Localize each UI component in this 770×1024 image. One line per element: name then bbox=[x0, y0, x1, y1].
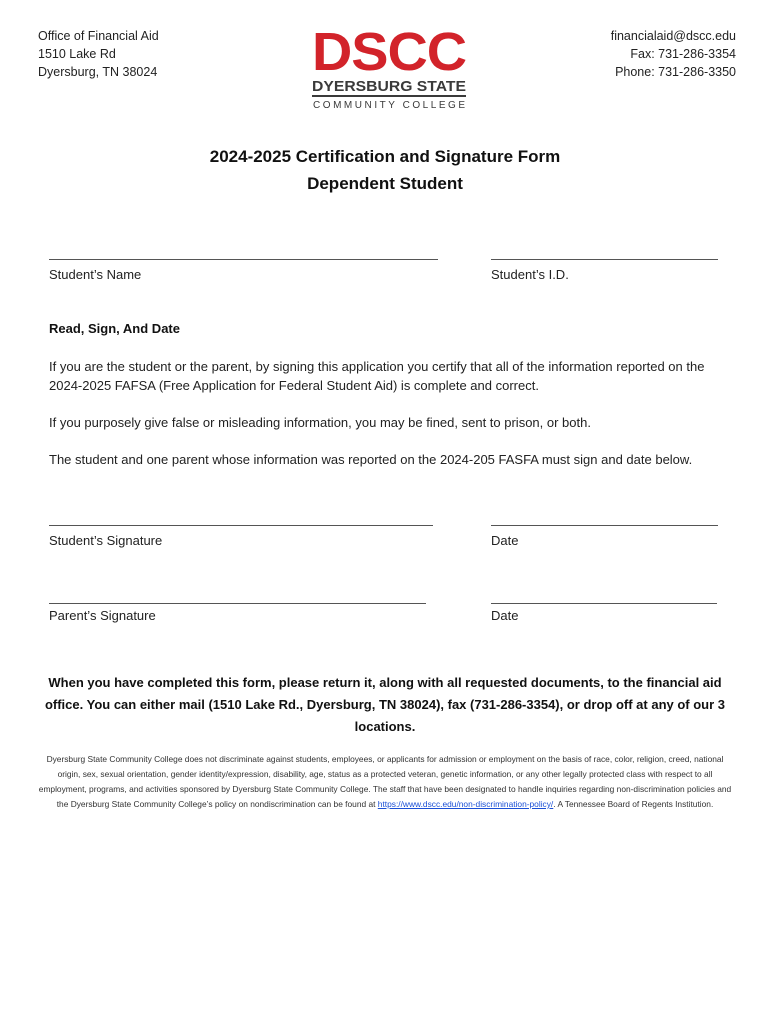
read-sign-heading: Read, Sign, And Date bbox=[49, 321, 180, 336]
office-street: 1510 Lake Rd bbox=[38, 47, 116, 61]
nondiscrimination-policy-link[interactable]: https://www.dscc.edu/non-discrimination-policy/ bbox=[377, 799, 554, 809]
form-title bbox=[0, 143, 770, 197]
student-id-label: Student’s I.D. bbox=[491, 267, 569, 282]
form-title-line2: Dependent Student bbox=[307, 174, 463, 193]
regents-statement: . A Tennessee Board of Regents Institution. bbox=[553, 799, 714, 809]
dscc-logo bbox=[308, 24, 470, 114]
office-name: Office of Financial Aid bbox=[38, 29, 159, 43]
logo-rule bbox=[312, 95, 466, 97]
student-signature-label: Student’s Signature bbox=[49, 533, 163, 548]
logo-line2: COMMUNITY COLLEGE bbox=[313, 100, 465, 111]
contact-phone: Phone: 731-286-3350 bbox=[615, 65, 736, 79]
contact-fax: Fax: 731-286-3354 bbox=[630, 47, 736, 61]
certify-paragraph: If you are the student or the parent, by signing this application you certify that all of the information reported on the 2024-2025 FAFSA (Free Application for Federal Student Aid) is complete and correct. bbox=[49, 359, 705, 393]
parent-date-line[interactable] bbox=[491, 603, 717, 604]
logo-mark: DSCC bbox=[312, 24, 466, 82]
warning-paragraph: If you purposely give false or misleading information, you may be fined, sent to prison, or both. bbox=[49, 415, 591, 430]
student-date-line[interactable] bbox=[491, 525, 718, 526]
office-city: Dyersburg, TN 38024 bbox=[38, 65, 158, 79]
student-id-line[interactable] bbox=[491, 259, 718, 260]
parent-signature-line[interactable] bbox=[49, 603, 426, 604]
contact-info bbox=[611, 27, 736, 81]
sign-instruction-paragraph: The student and one parent whose information was reported on the 2024-205 FASFA must sign and date below. bbox=[49, 452, 693, 467]
dscc-logo-graphic bbox=[308, 24, 470, 114]
parent-date-label: Date bbox=[491, 608, 519, 623]
nondiscrimination-statement bbox=[36, 752, 734, 812]
form-title-line1: 2024-2025 Certification and Signature Form bbox=[209, 147, 561, 166]
parent-signature-label: Parent’s Signature bbox=[49, 608, 156, 623]
student-signature-line[interactable] bbox=[49, 525, 433, 526]
logo-line1: DYERSBURG STATE bbox=[312, 78, 466, 95]
student-name-line[interactable] bbox=[49, 259, 438, 260]
return-notice: When you have completed this form, please return it, along with all requested documents, to the financial aid office. You can either mail (1510 Lake Rd., Dyersburg, TN 38024), fax (731-286-3354), or drop off at any of our 3 locations. bbox=[44, 675, 726, 734]
nondiscrimination-text: Dyersburg State Community College does not discriminate against students, employees, or applicants for admission or employment on the basis of race, color, religion, creed, national origin, sex, sexual orientation, gender identity/expression, disability, age, status as a protected veteran, genetic information, or any other legally protected class with respect to all employment, programs, and activities sponsored by Dyersburg State Community College. The staff that have been designated to handle inquiries regarding non-discrimination policies and the Dyersburg State Community College’s policy on nondiscrimination can be found at bbox=[38, 754, 732, 809]
contact-email: financialaid@dscc.edu bbox=[610, 29, 736, 43]
student-date-label: Date bbox=[491, 533, 519, 548]
student-name-label: Student’s Name bbox=[49, 267, 142, 282]
office-address bbox=[38, 27, 159, 81]
